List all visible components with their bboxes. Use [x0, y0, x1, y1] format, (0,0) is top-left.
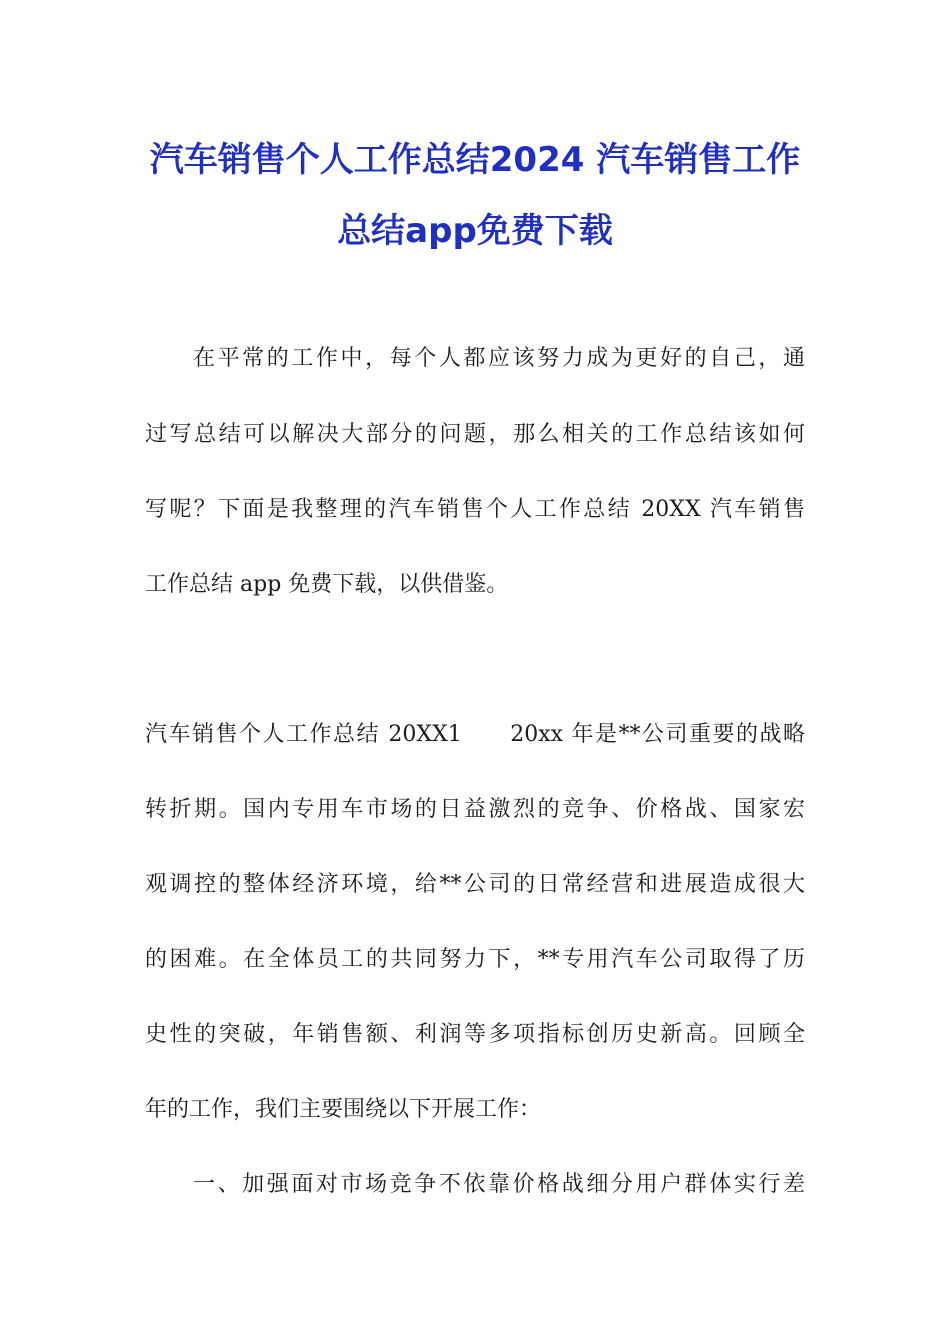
intro-paragraph-line: 写呢？下面是我整理的汽车销售个人工作总结 20XX 汽车销售 — [145, 497, 805, 522]
body-paragraph-line: 转折期。国内专用车市场的日益激烈的竞争、价格战、国家宏 — [145, 797, 805, 822]
body-paragraph-line: 的困难。在全体员工的共同努力下，**专用汽车公司取得了历 — [145, 947, 805, 972]
document-title-line-1: 汽车销售个人工作总结2024 汽车销售工作 — [149, 140, 801, 180]
section-heading-line: 一、加强面对市场竞争不依靠价格战细分用户群体实行差 — [193, 1172, 805, 1197]
body-paragraph-line: 观调控的整体经济环境，给**公司的日常经营和进展造成很大 — [145, 872, 805, 897]
body-paragraph-line: 汽车销售个人工作总结 20XX1 20xx 年是**公司重要的战略 — [145, 722, 805, 747]
body-paragraph-line: 年的工作，我们主要围绕以下开展工作： — [145, 1097, 542, 1122]
intro-paragraph-line: 过写总结可以解决大部分的问题，那么相关的工作总结该如何 — [145, 422, 805, 447]
intro-paragraph-line: 工作总结 app 免费下载，以供借鉴。 — [145, 572, 509, 597]
body-paragraph-line: 史性的突破，年销售额、利润等多项指标创历史新高。回顾全 — [145, 1022, 805, 1047]
document-title-line-2: 总结app免费下载 — [337, 211, 613, 251]
intro-paragraph-line: 在平常的工作中，每个人都应该努力成为更好的自己，通 — [193, 346, 805, 371]
